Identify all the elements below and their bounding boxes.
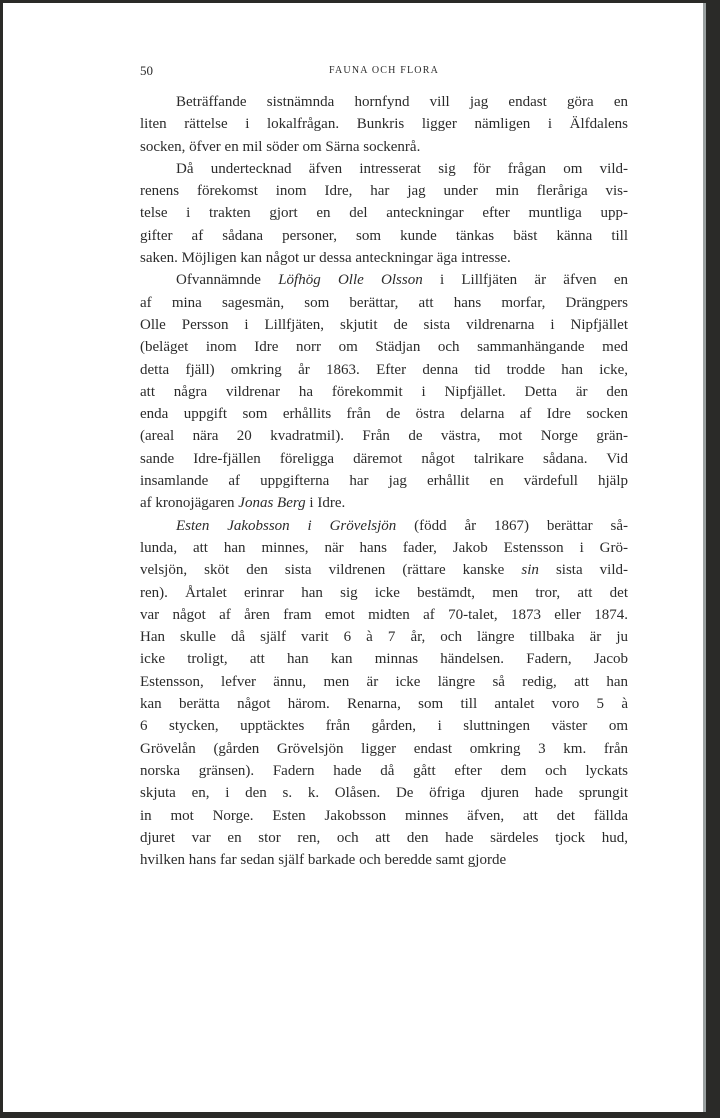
text-line	[140, 91, 628, 113]
text-line	[140, 693, 628, 715]
text-span: att några vildrenar ha förekommit i Nipfjället. Detta är den	[140, 383, 628, 400]
text-line	[140, 805, 628, 827]
text-span: detta fjäll) omkring år 1863. Efter denna tid trodde han icke,	[140, 361, 628, 378]
text-span: telse i trakten gjort en del anteckningar efter muntliga upp-	[140, 205, 628, 222]
page	[3, 3, 706, 1112]
text-span: af mina sagesmän, som berättar, att hans morfar, Drängpers	[140, 294, 628, 311]
text-line	[140, 113, 628, 135]
text-span: 6 stycken, upptäcktes från gården, i sluttningen väster om	[140, 718, 628, 735]
text-span: icke troligt, att han kan minnas händelsen. Fadern, Jacob	[140, 651, 628, 668]
text-span: in mot Norge. Esten Jakobsson minnes äfven, att det fällda	[140, 807, 628, 824]
text-line	[140, 292, 628, 314]
text-line	[140, 715, 628, 737]
text-span: i Idre.	[305, 495, 346, 512]
text-span: af kronojägaren	[140, 495, 239, 512]
text-span: (beläget inom Idre norr om Städjan och sammanhängande med	[140, 339, 628, 356]
text-line	[140, 247, 628, 269]
text-span: Olle Persson i Lillfjäten, skjutit de sista vildrenarna i Nipfjället	[140, 316, 628, 333]
text-line	[140, 470, 628, 492]
text-span: velsjön, sköt den sista vildrenen (rättare kanske	[140, 562, 522, 579]
text-line	[140, 180, 628, 202]
text-line	[140, 381, 628, 403]
text-span: hvilken hans far sedan själf barkade och beredde samt gjorde	[140, 852, 507, 869]
text-span: Grövelån (gården Grövelsjön ligger endast omkring 3 km. från	[140, 740, 628, 757]
italic-name: Löfhög Olle Olsson	[278, 272, 423, 289]
text-line	[140, 782, 628, 804]
paragraph	[140, 158, 628, 269]
text-span: saken. Möjligen kan något ur dessa anteckningar äga intresse.	[140, 250, 511, 267]
text-span: socken, öfver en mil söder om Särna sockenrå.	[140, 138, 421, 155]
text-line	[140, 671, 628, 693]
text-line	[140, 225, 628, 247]
italic-name: sin	[521, 562, 539, 579]
text-line	[140, 537, 628, 559]
paragraph	[140, 515, 628, 872]
text-line	[140, 582, 628, 604]
text-span: (areal nära 20 kvadratmil). Från de västra, mot Norge grän-	[140, 428, 628, 445]
text-line	[140, 604, 628, 626]
text-line	[140, 136, 628, 158]
text-span: var något af åren fram emot midten af 70-talet, 1873 eller 1874.	[140, 606, 628, 623]
text-line	[140, 158, 628, 180]
text-line	[140, 626, 628, 648]
text-line	[140, 425, 628, 447]
text-span: norska gränsen). Fadern hade då gått efter dem och lyckats	[140, 762, 628, 779]
text-span: ren). Årtalet erinrar han sig icke bestämdt, men tror, att det	[140, 584, 628, 601]
text-span: skjuta en, i den s. k. Olåsen. De öfriga djuren hade sprungit	[140, 785, 628, 802]
text-line	[140, 515, 628, 537]
page-number: 50	[140, 63, 153, 78]
text-line	[140, 359, 628, 381]
body-text	[140, 91, 628, 871]
text-span: sande Idre-fjällen föreligga däremot något talrikare sådana. Vid	[140, 450, 628, 467]
text-line	[140, 202, 628, 224]
italic-name: Jonas Berg	[238, 495, 306, 512]
text-span: Estensson, lefver ännu, men är icke längre så redig, att han	[140, 673, 628, 690]
text-line	[140, 827, 628, 849]
text-line	[140, 849, 628, 871]
text-span: lunda, att han minnes, när hans fader, Jakob Estensson i Grö-	[140, 539, 628, 556]
text-line	[140, 559, 628, 581]
text-line	[140, 738, 628, 760]
text-span: gifter af sådana personer, som kunde tänkas bäst känna till	[140, 227, 628, 244]
text-line	[140, 448, 628, 470]
text-span: Beträffande sistnämnda hornfynd vill jag endast göra en	[176, 94, 628, 110]
text-line	[140, 492, 628, 514]
text-line	[140, 760, 628, 782]
running-title: FAUNA OCH FLORA	[328, 65, 440, 76]
text-span: insamlande af uppgifterna har jag erhållit en värdefull hjälp	[140, 473, 628, 490]
text-span: sista vild-	[538, 562, 628, 579]
text-span: i Lillfjäten är äfven en	[422, 272, 629, 289]
text-span: djuret var en stor ren, och att den hade särdeles tjock hud,	[140, 829, 628, 846]
paragraph	[140, 269, 628, 514]
text-line	[140, 648, 628, 670]
text-span: (född år 1867) berättar så-	[396, 517, 629, 534]
text-line	[140, 336, 628, 358]
text-span: Han skulle då själf varit 6 à 7 år, och längre tillbaka är ju	[140, 629, 628, 646]
page-header	[140, 63, 628, 83]
text-span: enda uppgift som erhållits från de östra delarna af Idre socken	[140, 406, 628, 423]
text-span: Då undertecknad äfven intresserat sig för frågan om vild-	[176, 160, 628, 177]
text-line	[140, 269, 628, 291]
italic-name: Esten Jakobsson i Grövelsjön	[176, 517, 397, 534]
text-span: Ofvannämnde	[176, 272, 279, 289]
paragraph	[140, 91, 628, 158]
text-span: renens förekomst inom Idre, har jag under min fleråriga vis-	[140, 183, 628, 200]
text-line	[140, 403, 628, 425]
text-line	[140, 314, 628, 336]
text-span: kan berätta något härom. Renarna, som till antalet voro 5 à	[140, 696, 628, 713]
text-span: liten rättelse i lokalfrågan. Bunkris ligger nämligen i Älfdalens	[140, 116, 628, 133]
